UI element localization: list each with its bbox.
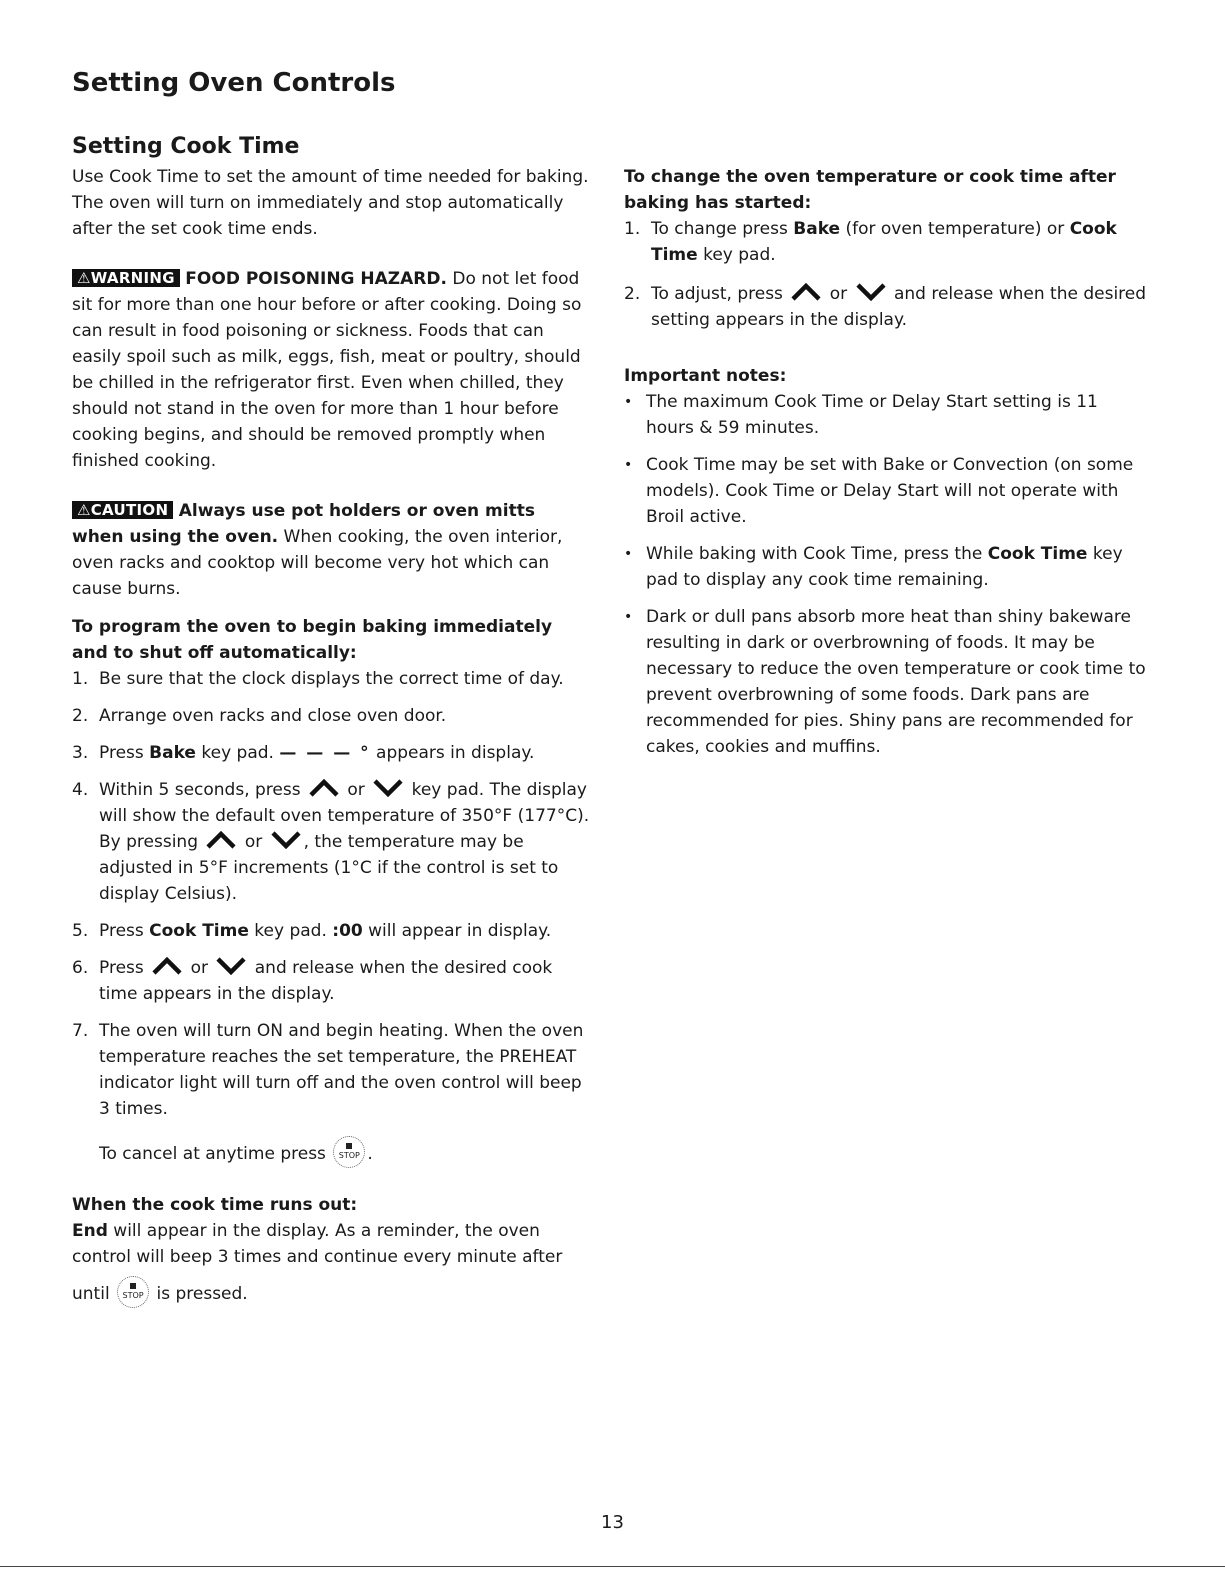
note-3: • While baking with Cook Time, press the Cook Time key pad to display any cook time remaining. [624,544,1123,590]
warning-body: Do not let food sit for more than one hour before or after cooking. Doing so can result in food poisoning or sickness. Foods that can easily spoil such as milk, eggs, fish, meat or poultry, should be chilled in the refrigerator first. Even when chilled, they should not stand in the oven for more than 1 hour before cooking begins, and should be removed promptly when finished cooking. [72,269,582,471]
step-4: 4. Within 5 seconds, press or key pad. The display will show the default oven temperature of 350°F (177°C). By pressing or , the temperature may be adjusted in 5°F increments (1°C if the control is set to display Celsius). [72,780,590,904]
display-code: :00 [332,921,363,941]
note-4: • Dark or dull pans absorb more heat than shiny bakeware resulting in dark or overbrowning of foods. It may be necessary to reduce the oven temperature or cook time to prevent overbrowning of some foods. Dark pans are recommended for pies. Shiny pans are recommended for cakes, cookies and muffins. [624,607,1146,757]
bake-key-label: Bake [149,743,196,763]
notes-heading: Important notes: [624,366,787,386]
runs-out-heading: When the cook time runs out: [72,1195,358,1215]
down-arrow-key-icon [270,831,302,849]
page-title: Setting Oven Controls [72,68,396,98]
caution-block [72,498,592,602]
warning-lead: FOOD POISONING HAZARD. [185,269,447,289]
change-step-1: 1. To change press Bake (for oven temperature) or Cook Time key pad. [624,219,1117,265]
program-steps [72,666,592,1122]
down-arrow-key-icon [215,957,247,975]
page-number: 13 [601,1512,624,1533]
up-arrow-key-icon [151,957,183,975]
display-dashes: — — — ° [279,743,371,763]
step-2: 2. Arrange oven racks and close oven door. [72,706,447,726]
runs-out-until: until STOP is pressed. [72,1276,592,1308]
note-1: • The maximum Cook Time or Delay Start setting is 11 hours & 59 minutes. [624,392,1098,438]
step-7: 7. The oven will turn ON and begin heating. When the oven temperature reaches the set temperature, the PREHEAT indicator light will turn off and the oven control will beep 3 times. [72,1021,584,1119]
note-2: • Cook Time may be set with Bake or Convection (on some models). Cook Time or Delay Start will not operate with Broil active. [624,455,1134,527]
change-heading: To change the oven temperature or cook time after baking has started: [624,167,1116,213]
intro-text: Use Cook Time to set the amount of time needed for baking. The oven will turn on immediately and stop automatically after the set cook time ends. [72,167,589,239]
section-title: Setting Cook Time [72,134,300,159]
step-1: 1. Be sure that the clock displays the correct time of day. [72,669,564,689]
step-6: 6. Press or and release when the desired cook time appears in the display. [72,958,553,1004]
warning-badge: ⚠WARNING [72,269,180,287]
caution-lead: Always use pot holders or oven mitts when using the oven. [72,501,535,547]
stop-key-icon: STOP [333,1136,365,1168]
left-column [72,132,592,1308]
change-steps [624,216,1149,333]
step-5: 5. Press Cook Time key pad. :00 will appear in display. [72,921,552,941]
up-arrow-key-icon [790,283,822,301]
up-arrow-key-icon [308,779,340,797]
caution-triangle-icon: ⚠ [77,501,91,519]
up-arrow-key-icon [205,831,237,849]
down-arrow-key-icon [372,779,404,797]
footer-rule [0,1566,1225,1567]
warning-block [72,266,592,474]
down-arrow-key-icon [855,283,887,301]
step-3: 3. Press Bake key pad. — — — ° appears in display. [72,743,535,763]
stop-key-icon: STOP [117,1276,149,1308]
change-step-2: 2. To adjust, press or and release when the desired setting appears in the display. [624,284,1147,330]
cook-time-key-label: Cook Time [149,921,249,941]
runs-out-text: End will appear in the display. As a reminder, the oven control will beep 3 times and continue every minute after [72,1221,563,1267]
end-code: End [72,1221,108,1241]
notes-list [624,389,1149,760]
cancel-note: To cancel at anytime press STOP . [72,1136,592,1168]
warning-triangle-icon: ⚠ [77,269,91,287]
program-heading: To program the oven to begin baking immediately and to shut off automatically: [72,617,553,663]
caution-body: When cooking, the oven interior, oven racks and cooktop will become very hot which can cause burns. [72,527,563,599]
right-column [624,164,1149,771]
caution-badge: ⚠CAUTION [72,501,173,519]
